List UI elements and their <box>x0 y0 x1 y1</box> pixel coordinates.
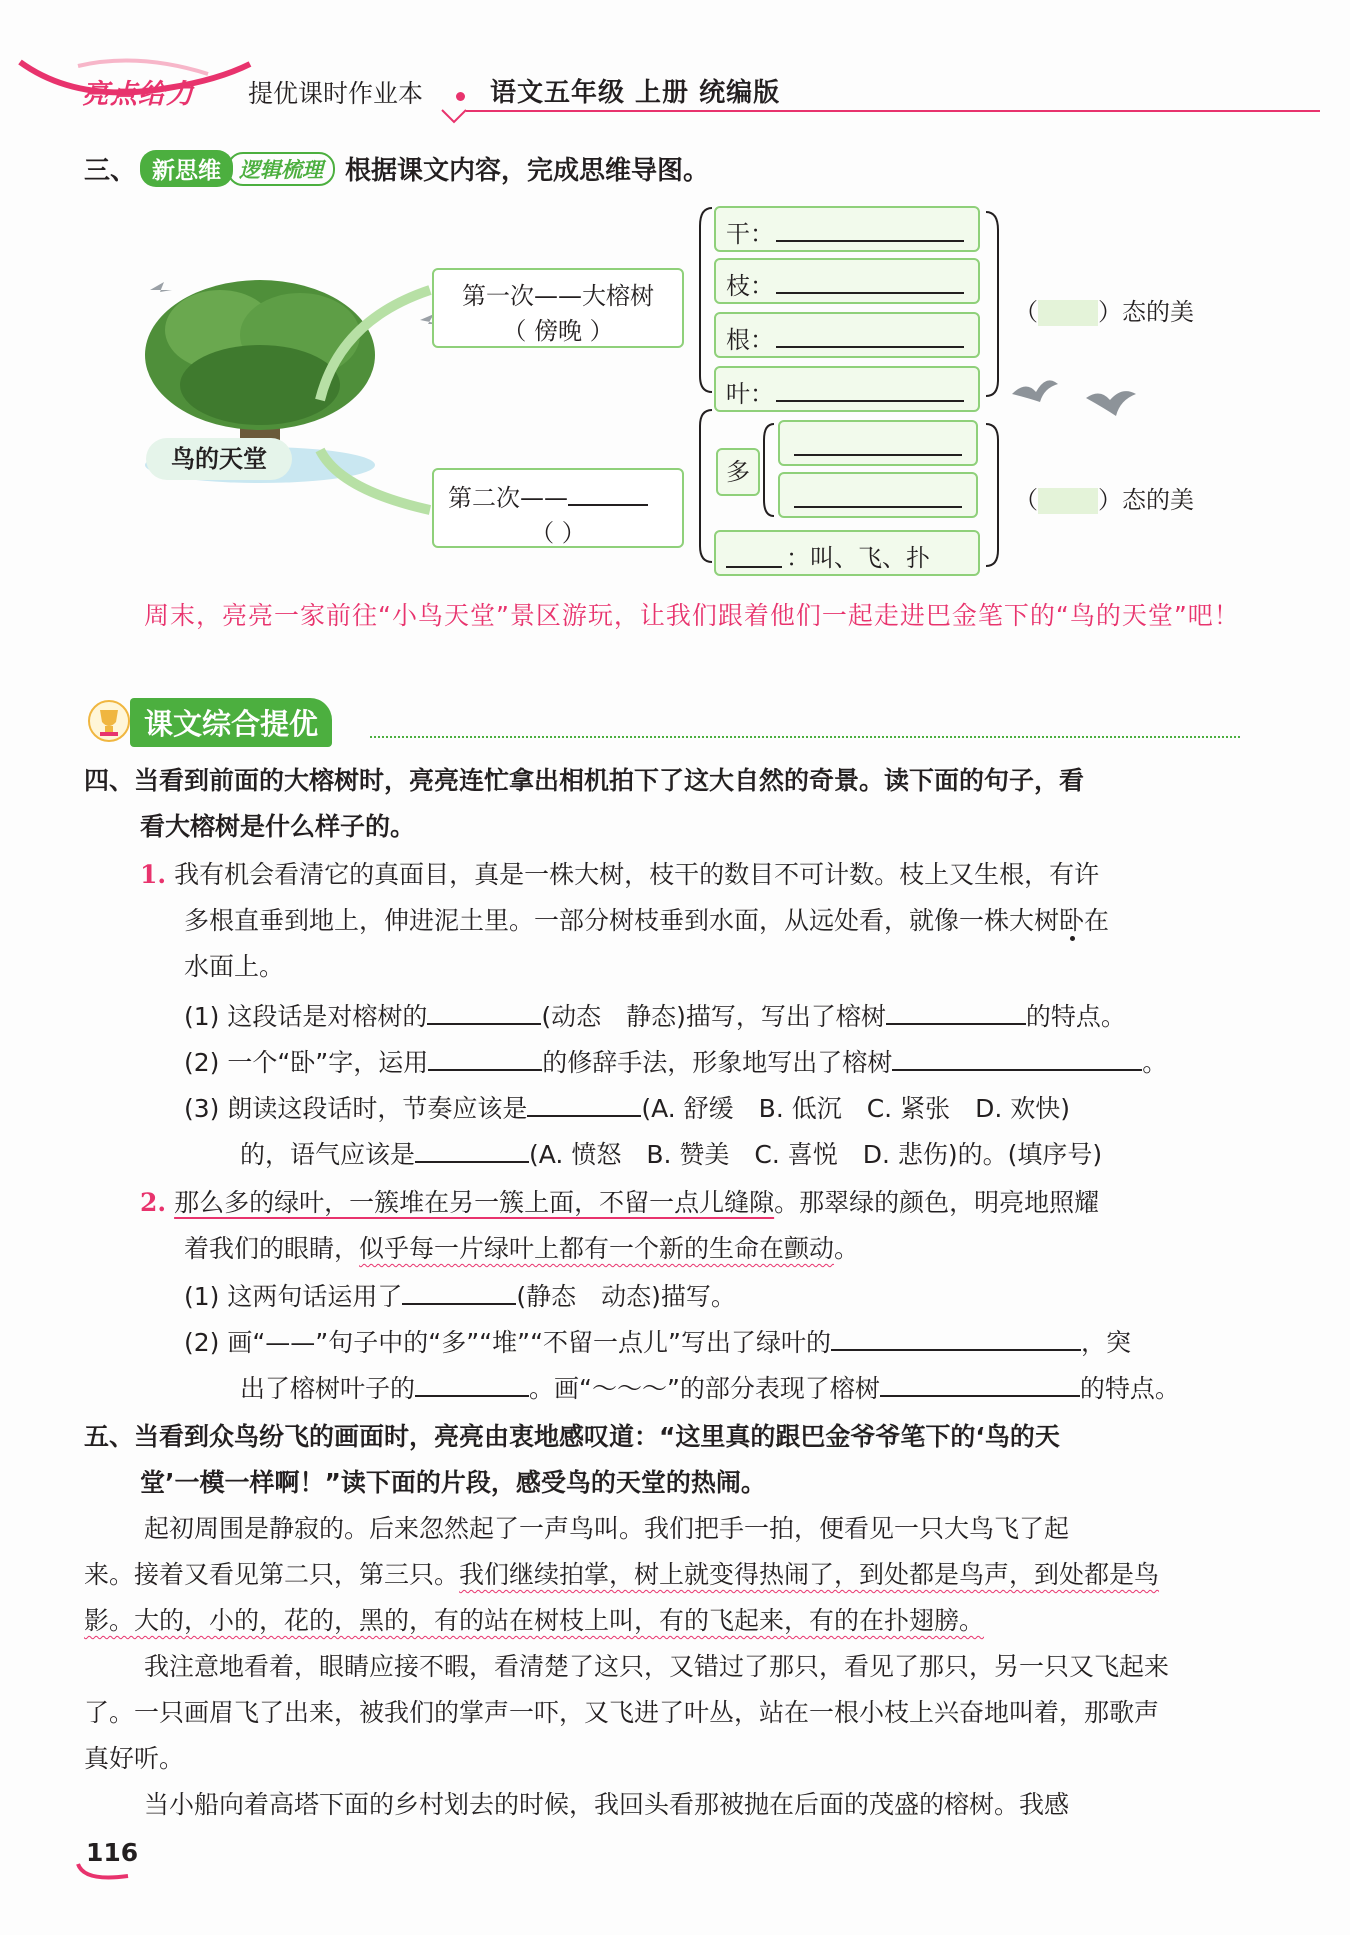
bird-action-blank[interactable] <box>726 538 782 568</box>
page-number: 116 <box>86 1838 139 1867</box>
q4-2-1-blank[interactable] <box>402 1275 516 1305</box>
header-rule <box>466 110 1320 112</box>
q4-2-2-blank-c[interactable] <box>880 1367 1080 1397</box>
bird-blank-2[interactable] <box>794 506 962 508</box>
q4-2-2: (2) 画“——”句子中的“多”“堆”“不留一点儿”写出了绿叶的 ，突 <box>184 1320 1274 1366</box>
first-visit-title: 第一次——大榕树 <box>462 282 654 310</box>
bird-action-slot: ：叫、飞、扑 <box>714 530 980 576</box>
inner-bracket-icon <box>758 420 778 520</box>
dynamic-beauty-blank[interactable] <box>1038 488 1098 514</box>
trunk-blank[interactable] <box>776 240 964 242</box>
banner-dotted-line <box>370 736 1240 738</box>
q4-1-subquestions: (1) 这段话是对榕树的 (动态 静态)描写，写出了榕树 的特点。 (2) 一个“卧”字，运用 的修辞手法，形象地写出了榕树 。 (3) 朗读这段话时，节奏应该是 (A. 舒缓 B. 低沉 C. 紧张 D. 欢快) 的，语气应该是 (A. 愤怒 B. 赞美 C. 喜悦 D. 悲伤)的。(填序号) <box>184 994 1274 1178</box>
bird-slot-2 <box>778 472 978 518</box>
root-blank[interactable] <box>776 346 964 348</box>
right-bracket-icon <box>982 210 1006 570</box>
branch-blank[interactable] <box>776 292 964 294</box>
q4-passage-2: 2. 那么多的绿叶，一簇堆在另一簇上面，不留一点儿缝隙。那翠绿的颜色，明亮地照耀 着我们的眼睛，似乎每一片绿叶上都有一个新的生命在颤动。 <box>140 1188 1100 1263</box>
mindmap-connectors-icon <box>300 260 440 530</box>
bird-slot-1 <box>778 420 978 466</box>
q4-1-1: (1) 这段话是对榕树的 (动态 静态)描写，写出了榕树 的特点。 <box>184 994 1274 1040</box>
q4-heading: 四、当看到前面的大榕树时，亮亮连忙拿出相机拍下了这大自然的奇景。读下面的句子，看 看大榕树是什么样子的。 <box>84 766 1085 841</box>
trunk-slot: 干： <box>714 206 980 252</box>
flying-birds-icon <box>1006 368 1146 428</box>
intro-text: 周末，亮亮一家前往“小鸟天堂”景区游玩，让我们跟着他们一起走进巴金笔下的“鸟的天堂”吧！ <box>144 601 1240 630</box>
q4-1-2-blank-a[interactable] <box>428 1041 542 1071</box>
header-notch-icon <box>440 100 470 124</box>
second-visit-blank[interactable] <box>568 476 648 506</box>
page-header <box>0 50 1350 130</box>
second-visit-time: （ ） <box>530 519 586 547</box>
header-grade: 语文五年级 上册 统编版 <box>490 78 781 108</box>
q5-heading: 五、当看到众鸟纷飞的画面时，亮亮由衷地感叹道：“这里真的跟巴金爷爷笔下的‘鸟的天 堂’一模一样啊！”读下面的片段，感受鸟的天堂的热闹。 <box>84 1422 1060 1497</box>
first-visit-box <box>432 268 684 348</box>
section-instruction: 根据课文内容，完成思维导图。 <box>345 156 710 186</box>
header-subtitle: 提优课时作业本 <box>248 79 424 108</box>
root-slot: 根： <box>714 312 980 358</box>
dynamic-beauty: （ ）态的美 <box>1014 486 1194 514</box>
section-3-title <box>84 150 709 187</box>
first-visit-time: （ 傍晚 ） <box>502 317 614 345</box>
q4-1-2-blank-b[interactable] <box>892 1041 1142 1071</box>
mindmap-center: 鸟的天堂 <box>146 438 292 480</box>
banner-title: 课文综合提优 <box>130 698 332 747</box>
leaf-slot: 叶： <box>714 366 980 412</box>
second-visit-title: 第二次—— <box>434 476 682 513</box>
many-label: 多 <box>716 448 760 496</box>
section-number: 三、 <box>84 156 137 186</box>
q5-passage: 起初周围是静寂的。后来忽然起了一声鸟叫。我们把手一拍，便看见一只大鸟飞了起 来。接着又看见第二只，第三只。我们继续拍掌，树上就变得热闹了，到处都是鸟声，到处都是鸟 影。大的，小的，花的，黑的，有的站在树枝上叫，有的飞起来，有的在扑翅膀。 我注意地看着，眼睛应接不暇，看清楚了这只，又错过了那只，看见了那只，另一只又飞起来 了。一只画眉飞了出来，被我们的掌声一吓，又飞进了叶丛，站在一根小枝上兴奋地叫着，那歌声 真好听。 当小船向着高塔下面的乡村划去的时候，我回头看那被抛在后面的茂盛的榕树。我感 <box>84 1514 1170 1819</box>
q4-2-subquestions: (1) 这两句话运用了 (静态 动态)描写。 (2) 画“——”句子中的“多”“堆”“不留一点儿”写出了绿叶的 ，突 出了榕树叶子的 。画“～～～”的部分表现了榕树 的特点。 <box>184 1274 1274 1412</box>
q4-1-3-blank-a[interactable] <box>527 1087 641 1117</box>
leaf-blank[interactable] <box>776 400 964 402</box>
q4-1-1-blank-b[interactable] <box>886 995 1026 1025</box>
static-beauty: （ ）态的美 <box>1014 298 1194 326</box>
bird-blank-1[interactable] <box>794 454 962 456</box>
brand-logo: 亮点给力 <box>82 79 194 110</box>
second-visit-box <box>432 468 684 548</box>
q4-2-2-blank-a[interactable] <box>831 1321 1081 1351</box>
q4-2-1: (1) 这两句话运用了 (静态 动态)描写。 <box>184 1274 1274 1320</box>
branch-slot: 枝： <box>714 258 980 304</box>
page-number-swoosh-icon <box>74 1860 134 1886</box>
q4-1-3-blank-b[interactable] <box>415 1133 529 1163</box>
bracket-icon <box>694 206 716 566</box>
q4-1-2: (2) 一个“卧”字，运用 的修辞手法，形象地写出了榕树 。 <box>184 1040 1274 1086</box>
logic-badge: 逻辑梳理 <box>227 152 335 186</box>
q4-2-2-blank-b[interactable] <box>415 1367 529 1397</box>
q4-1-3: (3) 朗读这段话时，节奏应该是 (A. 舒缓 B. 低沉 C. 紧张 D. 欢快) <box>184 1086 1274 1132</box>
q4-1-1-blank-a[interactable] <box>427 995 541 1025</box>
new-thinking-badge: 新思维 <box>140 150 233 187</box>
static-beauty-blank[interactable] <box>1038 300 1098 326</box>
trophy-icon <box>84 698 134 744</box>
q4-passage-1: 1. 我有机会看清它的真面目，真是一株大树，枝干的数目不可计数。枝上又生根，有许 多根直垂到地上，伸进泥土里。一部分树枝垂到水面，从远处看，就像一株大树卧在 水面上。 <box>140 860 1110 981</box>
